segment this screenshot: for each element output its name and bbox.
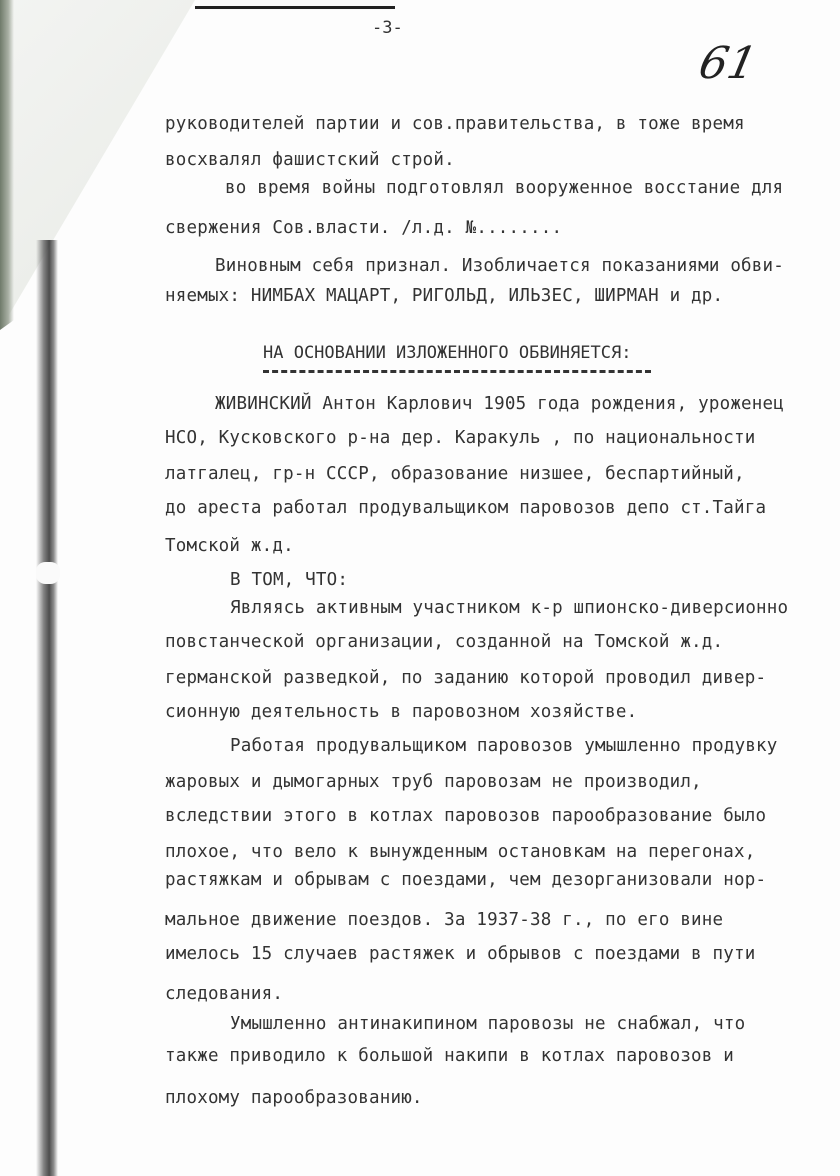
text-line: Работая продувальщиком паровозов умышленно продувку [230,736,778,756]
text-line: ЖИВИНСКИЙ Антон Карлович 1905 года рождения, уроженец [215,394,785,414]
text-line: восхвалял фашистский строй. [165,150,455,170]
section-heading: НА ОСНОВАНИИ ИЗЛОЖЕННОГО ОБВИНЯЕТСЯ: [263,343,632,363]
page-number: -3- [372,18,403,38]
punch-hole [36,562,60,584]
text-line: также приводило к большой накипи в котлах паровозов и [165,1046,735,1066]
text-line: НСО, Кусковского р-на дер. Каракуль , по национальности [165,428,756,448]
text-line: сионную деятельность в паровозном хозяйстве. [165,702,638,722]
text-line: Умышленно антинакипином паровозы не снабжал, что [230,1014,746,1034]
folded-corner-edge [0,0,14,330]
text-line: плохому парообразованию. [165,1088,423,1108]
heading-underline [263,370,651,373]
top-rule [195,6,395,9]
text-line: во время войны подготовлял вооруженное восстание для [225,178,784,198]
text-line: имелось 15 случаев растяжек и обрывов с поездами в пути [165,944,756,964]
text-line: следования. [165,984,284,1004]
text-line: растяжкам и обрывам с поездами, чем дезорганизовали нор- [165,870,767,890]
text-line: Являясь активным участником к-р шпионско-диверсионно [230,598,789,618]
text-line: В ТОМ, ЧТО: [230,570,349,590]
text-line: повстанческой организации, созданной на Томской ж.д. [165,632,724,652]
text-line: свержения Сов.власти. /л.д. №........ [165,218,563,238]
binding-shadow [36,240,58,1176]
text-line: вследствии этого в котлах паровозов парообразование было [165,806,767,826]
text-line: мальное движение поездов. За 1937-38 г., по его вине [165,910,724,930]
text-line: жаровых и дымогарных труб паровозам не производил, [165,772,702,792]
text-line: германской разведкой, по заданию которой проводил дивер- [165,668,767,688]
text-line: плохое, что вело к вынужденным остановкам на перегонах, [165,842,756,862]
text-line: руководителей партии и сов.правительства, в тоже время [165,114,745,134]
text-line: Виновным себя признал. Изобличается показаниями обви- [215,256,785,276]
handwritten-sheet-number: 61 [694,38,762,89]
text-line: латгалец, гр-н СССР, образование низшее, беспартийный, [165,464,745,484]
text-line: няемых: НИМБАХ МАЦАРТ, РИГОЛЬД, ИЛЬЗЕС, ШИРМАН и др. [165,286,724,306]
text-line: до ареста работал продувальщиком паровозов депо ст.Тайга [165,498,767,518]
text-line: Томской ж.д. [165,536,294,556]
